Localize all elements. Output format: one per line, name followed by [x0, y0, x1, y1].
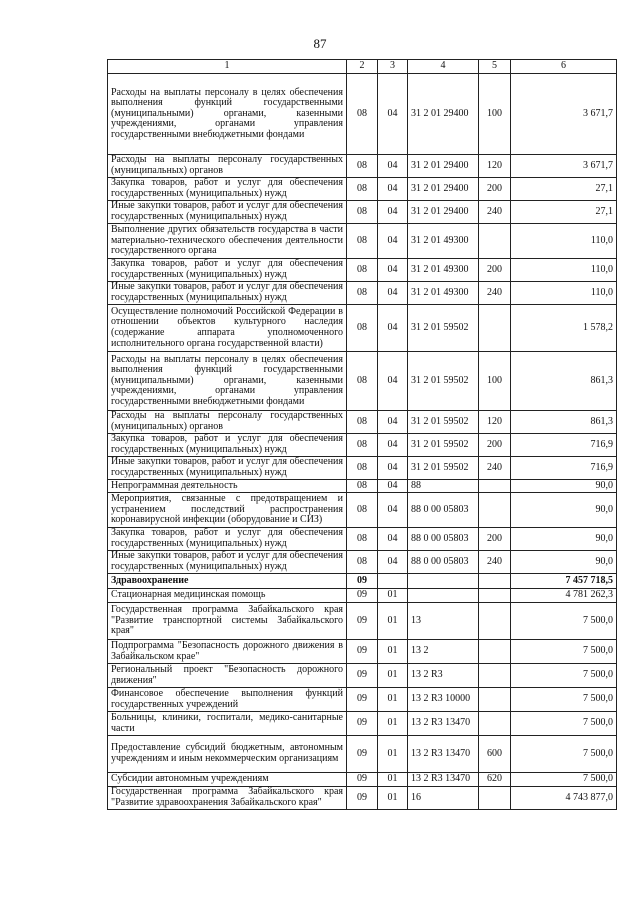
table-row — [108, 712, 617, 736]
row-section-cell: 09 — [347, 603, 378, 640]
row-section-cell: 09 — [347, 589, 378, 603]
row-subsection-cell: 01 — [378, 736, 408, 773]
row-amount-cell: 7 457 718,5 — [511, 574, 617, 589]
row-expense-type-cell: 240 — [479, 201, 511, 224]
table-row — [108, 434, 617, 457]
row-amount-cell: 716,9 — [511, 457, 617, 480]
row-amount-cell: 4 781 262,3 — [511, 589, 617, 603]
table-row — [108, 640, 617, 664]
row-section-cell: 08 — [347, 201, 378, 224]
row-subsection-cell: 01 — [378, 640, 408, 664]
row-section-cell: 08 — [347, 155, 378, 178]
row-section-cell: 09 — [347, 640, 378, 664]
row-subsection-cell: 01 — [378, 589, 408, 603]
header-cell-subsection: 3 — [378, 60, 408, 74]
table-row — [108, 551, 617, 574]
row-target-article-cell: 31 2 01 49300 — [408, 224, 479, 259]
row-section-cell: 08 — [347, 434, 378, 457]
row-amount-cell: 1 578,2 — [511, 305, 617, 352]
table-row — [108, 574, 617, 589]
row-target-article-cell — [408, 574, 479, 589]
table-row — [108, 773, 617, 787]
row-expense-type-cell: 200 — [479, 178, 511, 201]
table-row — [108, 155, 617, 178]
row-subsection-cell: 01 — [378, 773, 408, 787]
row-subsection-cell: 04 — [378, 74, 408, 155]
row-name-cell: Государственная программа Забайкальского края "Развитие транспортной системы Забайкальского края" — [108, 603, 347, 640]
row-name-cell: Здравоохранение — [108, 574, 347, 589]
row-expense-type-cell — [479, 688, 511, 712]
row-subsection-cell: 04 — [378, 155, 408, 178]
row-name-cell: Закупка товаров, работ и услуг для обеспечения государственных (муниципальных) нужд — [108, 434, 347, 457]
row-expense-type-cell: 620 — [479, 773, 511, 787]
row-target-article-cell: 13 2 R3 10000 — [408, 688, 479, 712]
row-amount-cell: 3 671,7 — [511, 155, 617, 178]
row-expense-type-cell: 240 — [479, 282, 511, 305]
header-cell-target-article: 4 — [408, 60, 479, 74]
row-subsection-cell: 04 — [378, 480, 408, 493]
row-target-article-cell: 31 2 01 29400 — [408, 178, 479, 201]
row-target-article-cell: 88 0 00 05803 — [408, 528, 479, 551]
row-amount-cell: 27,1 — [511, 201, 617, 224]
row-name-cell: Непрограммная деятельность — [108, 480, 347, 493]
table-row — [108, 736, 617, 773]
row-section-cell: 08 — [347, 352, 378, 411]
row-amount-cell: 7 500,0 — [511, 712, 617, 736]
row-name-cell: Больницы, клиники, госпитали, медико-санитарные части — [108, 712, 347, 736]
row-name-cell: Расходы на выплаты персоналу в целях обеспечения выполнения функций государственными (муниципальными) органами, казенными учреждениями, органами управления государственными внебюджетными фондами — [108, 352, 347, 411]
row-expense-type-cell — [479, 640, 511, 664]
row-subsection-cell: 04 — [378, 457, 408, 480]
row-amount-cell: 7 500,0 — [511, 640, 617, 664]
row-section-cell: 08 — [347, 457, 378, 480]
row-expense-type-cell: 200 — [479, 434, 511, 457]
row-section-cell: 09 — [347, 712, 378, 736]
row-subsection-cell: 04 — [378, 201, 408, 224]
row-name-cell: Предоставление субсидий бюджетным, автономным учреждениям и иным некоммерческим организациям — [108, 736, 347, 773]
row-expense-type-cell: 240 — [479, 457, 511, 480]
row-name-cell: Финансовое обеспечение выполнения функций государственных учреждений — [108, 688, 347, 712]
row-expense-type-cell: 120 — [479, 411, 511, 434]
row-name-cell: Закупка товаров, работ и услуг для обеспечения государственных (муниципальных) нужд — [108, 528, 347, 551]
table-row — [108, 787, 617, 810]
row-target-article-cell: 13 — [408, 603, 479, 640]
row-target-article-cell: 31 2 01 59502 — [408, 305, 479, 352]
row-name-cell: Мероприятия, связанные с предотвращением и устранением последствий распространения коронавирусной инфекции (оборудование и СИЗ) — [108, 493, 347, 528]
row-amount-cell: 90,0 — [511, 493, 617, 528]
row-amount-cell: 7 500,0 — [511, 736, 617, 773]
row-expense-type-cell: 240 — [479, 551, 511, 574]
row-name-cell: Подпрограмма "Безопасность дорожного движения в Забайкальском крае" — [108, 640, 347, 664]
row-target-article-cell: 13 2 R3 13470 — [408, 712, 479, 736]
row-amount-cell: 110,0 — [511, 282, 617, 305]
row-section-cell: 08 — [347, 305, 378, 352]
row-amount-cell: 861,3 — [511, 352, 617, 411]
row-section-cell: 08 — [347, 493, 378, 528]
row-section-cell: 08 — [347, 411, 378, 434]
row-target-article-cell: 31 2 01 49300 — [408, 282, 479, 305]
row-section-cell: 09 — [347, 787, 378, 810]
row-expense-type-cell — [479, 480, 511, 493]
row-amount-cell: 90,0 — [511, 551, 617, 574]
row-subsection-cell: 04 — [378, 411, 408, 434]
table-row — [108, 352, 617, 411]
table-row — [108, 589, 617, 603]
row-expense-type-cell — [479, 224, 511, 259]
row-subsection-cell: 04 — [378, 352, 408, 411]
row-section-cell: 08 — [347, 224, 378, 259]
row-section-cell: 09 — [347, 664, 378, 688]
header-cell-name: 1 — [108, 60, 347, 74]
row-expense-type-cell — [479, 712, 511, 736]
row-subsection-cell: 04 — [378, 305, 408, 352]
table-row — [108, 411, 617, 434]
row-expense-type-cell: 120 — [479, 155, 511, 178]
row-target-article-cell: 13 2 R3 13470 — [408, 773, 479, 787]
row-expense-type-cell — [479, 664, 511, 688]
row-expense-type-cell: 100 — [479, 74, 511, 155]
row-target-article-cell: 88 0 00 05803 — [408, 551, 479, 574]
row-name-cell: Закупка товаров, работ и услуг для обеспечения государственных (муниципальных) нужд — [108, 178, 347, 201]
row-expense-type-cell: 200 — [479, 259, 511, 282]
row-target-article-cell: 31 2 01 29400 — [408, 201, 479, 224]
row-subsection-cell: 01 — [378, 664, 408, 688]
header-cell-section: 2 — [347, 60, 378, 74]
row-subsection-cell: 04 — [378, 178, 408, 201]
row-target-article-cell: 31 2 01 29400 — [408, 155, 479, 178]
row-amount-cell: 110,0 — [511, 259, 617, 282]
row-expense-type-cell: 200 — [479, 528, 511, 551]
row-amount-cell: 7 500,0 — [511, 688, 617, 712]
row-name-cell: Иные закупки товаров, работ и услуг для обеспечения государственных (муниципальных) нужд — [108, 457, 347, 480]
row-name-cell: Государственная программа Забайкальского края "Развитие здравоохранения Забайкальского края" — [108, 787, 347, 810]
table-row — [108, 664, 617, 688]
row-amount-cell: 716,9 — [511, 434, 617, 457]
row-amount-cell: 90,0 — [511, 480, 617, 493]
row-amount-cell: 7 500,0 — [511, 773, 617, 787]
table-row — [108, 224, 617, 259]
row-amount-cell: 27,1 — [511, 178, 617, 201]
row-target-article-cell: 31 2 01 49300 — [408, 259, 479, 282]
row-amount-cell: 861,3 — [511, 411, 617, 434]
header-cell-amount: 6 — [511, 60, 617, 74]
row-subsection-cell: 04 — [378, 493, 408, 528]
row-section-cell: 09 — [347, 574, 378, 589]
row-subsection-cell — [378, 574, 408, 589]
table-body — [108, 60, 617, 810]
row-expense-type-cell: 600 — [479, 736, 511, 773]
row-subsection-cell: 04 — [378, 282, 408, 305]
row-expense-type-cell — [479, 787, 511, 810]
table-row — [108, 282, 617, 305]
budget-table — [107, 59, 617, 810]
row-amount-cell: 7 500,0 — [511, 603, 617, 640]
row-expense-type-cell: 100 — [479, 352, 511, 411]
row-section-cell: 08 — [347, 259, 378, 282]
row-expense-type-cell — [479, 305, 511, 352]
row-section-cell: 08 — [347, 282, 378, 305]
row-expense-type-cell — [479, 574, 511, 589]
row-target-article-cell: 31 2 01 59502 — [408, 411, 479, 434]
table-row — [108, 259, 617, 282]
row-target-article-cell: 13 2 — [408, 640, 479, 664]
row-target-article-cell: 31 2 01 59502 — [408, 434, 479, 457]
row-expense-type-cell — [479, 493, 511, 528]
row-subsection-cell: 01 — [378, 787, 408, 810]
table-header-row — [108, 60, 617, 74]
row-amount-cell: 4 743 877,0 — [511, 787, 617, 810]
row-expense-type-cell — [479, 603, 511, 640]
row-section-cell: 08 — [347, 528, 378, 551]
table-row — [108, 688, 617, 712]
row-name-cell: Иные закупки товаров, работ и услуг для обеспечения государственных (муниципальных) нужд — [108, 201, 347, 224]
row-name-cell: Расходы на выплаты персоналу в целях обеспечения выполнения функций государственными (муниципальными) органами, казенными учреждениями, органами управления государственными внебюджетными фондами — [108, 74, 347, 155]
row-target-article-cell: 88 0 00 05803 — [408, 493, 479, 528]
table-row — [108, 178, 617, 201]
row-amount-cell: 3 671,7 — [511, 74, 617, 155]
row-target-article-cell: 13 2 R3 13470 — [408, 736, 479, 773]
row-section-cell: 08 — [347, 551, 378, 574]
row-target-article-cell: 13 2 R3 — [408, 664, 479, 688]
row-subsection-cell: 04 — [378, 224, 408, 259]
row-section-cell: 08 — [347, 74, 378, 155]
row-name-cell: Выполнение других обязательств государства в части материально-технического обеспечения деятельности государственного органа — [108, 224, 347, 259]
row-section-cell: 09 — [347, 736, 378, 773]
row-section-cell: 08 — [347, 178, 378, 201]
row-name-cell: Иные закупки товаров, работ и услуг для обеспечения государственных (муниципальных) нужд — [108, 282, 347, 305]
row-subsection-cell: 01 — [378, 712, 408, 736]
row-name-cell: Закупка товаров, работ и услуг для обеспечения государственных (муниципальных) нужд — [108, 259, 347, 282]
row-section-cell: 09 — [347, 688, 378, 712]
row-name-cell: Субсидии автономным учреждениям — [108, 773, 347, 787]
row-subsection-cell: 04 — [378, 434, 408, 457]
table-row — [108, 201, 617, 224]
row-amount-cell: 7 500,0 — [511, 664, 617, 688]
row-target-article-cell: 88 — [408, 480, 479, 493]
row-name-cell: Расходы на выплаты персоналу государственных (муниципальных) органов — [108, 155, 347, 178]
row-amount-cell: 110,0 — [511, 224, 617, 259]
page-number: 87 — [313, 36, 327, 51]
row-target-article-cell — [408, 589, 479, 603]
table-row — [108, 603, 617, 640]
table-row — [108, 457, 617, 480]
row-target-article-cell: 16 — [408, 787, 479, 810]
header-cell-expense-type: 5 — [479, 60, 511, 74]
row-subsection-cell: 04 — [378, 551, 408, 574]
row-target-article-cell: 31 2 01 29400 — [408, 74, 479, 155]
row-amount-cell: 90,0 — [511, 528, 617, 551]
row-subsection-cell: 01 — [378, 688, 408, 712]
row-target-article-cell: 31 2 01 59502 — [408, 457, 479, 480]
row-name-cell: Осуществление полномочий Российской Федерации в отношении объектов культурного наследия (содержание аппарата уполномоченного исполнительного органа государственной власти) — [108, 305, 347, 352]
table-row — [108, 480, 617, 493]
table-row — [108, 493, 617, 528]
row-expense-type-cell — [479, 589, 511, 603]
row-target-article-cell: 31 2 01 59502 — [408, 352, 479, 411]
row-section-cell: 08 — [347, 480, 378, 493]
row-name-cell: Расходы на выплаты персоналу государственных (муниципальных) органов — [108, 411, 347, 434]
row-subsection-cell: 04 — [378, 259, 408, 282]
row-subsection-cell: 01 — [378, 603, 408, 640]
row-name-cell: Иные закупки товаров, работ и услуг для обеспечения государственных (муниципальных) нужд — [108, 551, 347, 574]
row-subsection-cell: 04 — [378, 528, 408, 551]
table-row — [108, 305, 617, 352]
row-name-cell: Стационарная медицинская помощь — [108, 589, 347, 603]
row-name-cell: Региональный проект "Безопасность дорожного движения" — [108, 664, 347, 688]
table-row — [108, 528, 617, 551]
row-section-cell: 09 — [347, 773, 378, 787]
table-row — [108, 74, 617, 155]
